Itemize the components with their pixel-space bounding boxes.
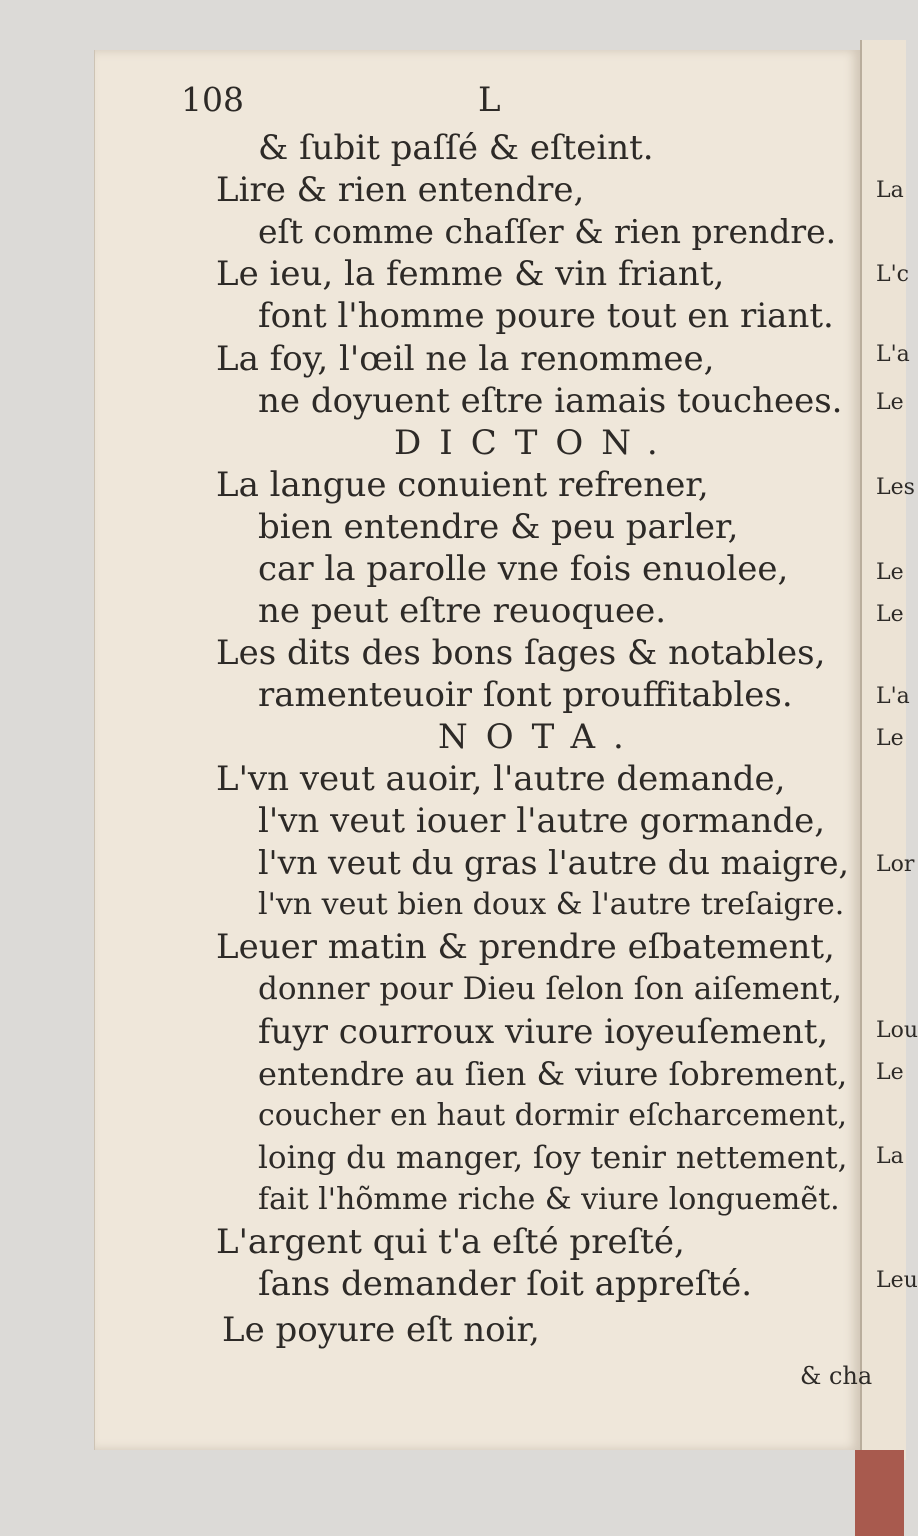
text-line: Le ieu, la femme & vin friant, xyxy=(216,254,725,294)
text-line: ſans demander ſoit appreſté. xyxy=(258,1264,752,1304)
next-page-fragment: Le xyxy=(876,602,904,627)
next-page-fragment: La xyxy=(876,178,904,203)
text-line: coucher en haut dormir eſcharcement, xyxy=(258,1098,848,1133)
next-page-fragment: Les xyxy=(876,475,915,500)
text-line: ramenteuoir ſont prouffitables. xyxy=(258,675,793,715)
next-page-edge xyxy=(860,40,918,1460)
text-line: bien entendre & peu parler, xyxy=(258,507,739,547)
text-line: donner pour Dieu ſelon ſon aiſement, xyxy=(258,971,842,1007)
text-line: L'argent qui t'a eſté preſté, xyxy=(216,1222,685,1262)
next-page-fragment: L'a xyxy=(876,342,910,367)
next-page-fragment: Lou xyxy=(876,1018,918,1043)
text-line: fuyr courroux viure ioyeuſement, xyxy=(258,1012,829,1052)
text-line: l'vn veut du gras l'autre du maigre, xyxy=(258,843,849,882)
signature-mark: L xyxy=(478,80,501,120)
next-page-fragment: L'a xyxy=(876,684,910,709)
text-line: entendre au ſien & viure ſobrement, xyxy=(258,1055,848,1093)
text-line: L'vn veut auoir, l'autre demande, xyxy=(216,759,786,799)
section-heading: NOTA. xyxy=(438,717,642,757)
text-line: l'vn veut iouer l'autre gormande, xyxy=(258,801,826,841)
text-line: & ſubit paſſé & eſteint. xyxy=(258,128,654,168)
text-line: Le poyure eſt noir, xyxy=(222,1310,540,1350)
text-line: car la parolle vne fois enuolee, xyxy=(258,549,789,589)
text-line: Leuer matin & prendre eſbatement, xyxy=(216,927,835,967)
text-line: La langue conuient refrener, xyxy=(216,465,709,505)
text-line: font l'homme poure tout en riant. xyxy=(258,296,834,336)
text-line: loing du manger, ſoy tenir nettement, xyxy=(258,1140,848,1176)
next-page-fragment: La xyxy=(876,1144,904,1169)
book-cover-edge xyxy=(855,1450,904,1536)
text-line: ne doyuent eſtre iamais touchees. xyxy=(258,381,843,421)
next-page-fragment: Le xyxy=(876,1060,904,1085)
text-line: ne peut eſtre reuoquee. xyxy=(258,591,667,631)
text-line: fait l'hõmme riche & viure longuemẽt. xyxy=(258,1182,840,1217)
text-line: La foy, l'œil ne la renommee, xyxy=(216,339,715,379)
text-line: Les dits des bons ſages & notables, xyxy=(216,633,826,673)
text-line: eſt comme chaſſer & rien prendre. xyxy=(258,212,837,251)
next-page-fragment: Le xyxy=(876,560,904,585)
next-page-fragment: Le xyxy=(876,390,904,415)
section-heading: DICTON. xyxy=(394,423,676,463)
next-page-fragment: Lor xyxy=(876,852,915,877)
page-number: 108 xyxy=(181,80,244,119)
text-line: l'vn veut bien doux & l'autre treſaigre. xyxy=(258,887,845,922)
catchword: & cha xyxy=(800,1362,873,1390)
next-page-fragment: Leu xyxy=(876,1268,918,1293)
next-page-fragment: Le xyxy=(876,726,904,751)
text-line: Lire & rien entendre, xyxy=(216,170,585,210)
next-page-fragment: L'c xyxy=(876,262,909,287)
